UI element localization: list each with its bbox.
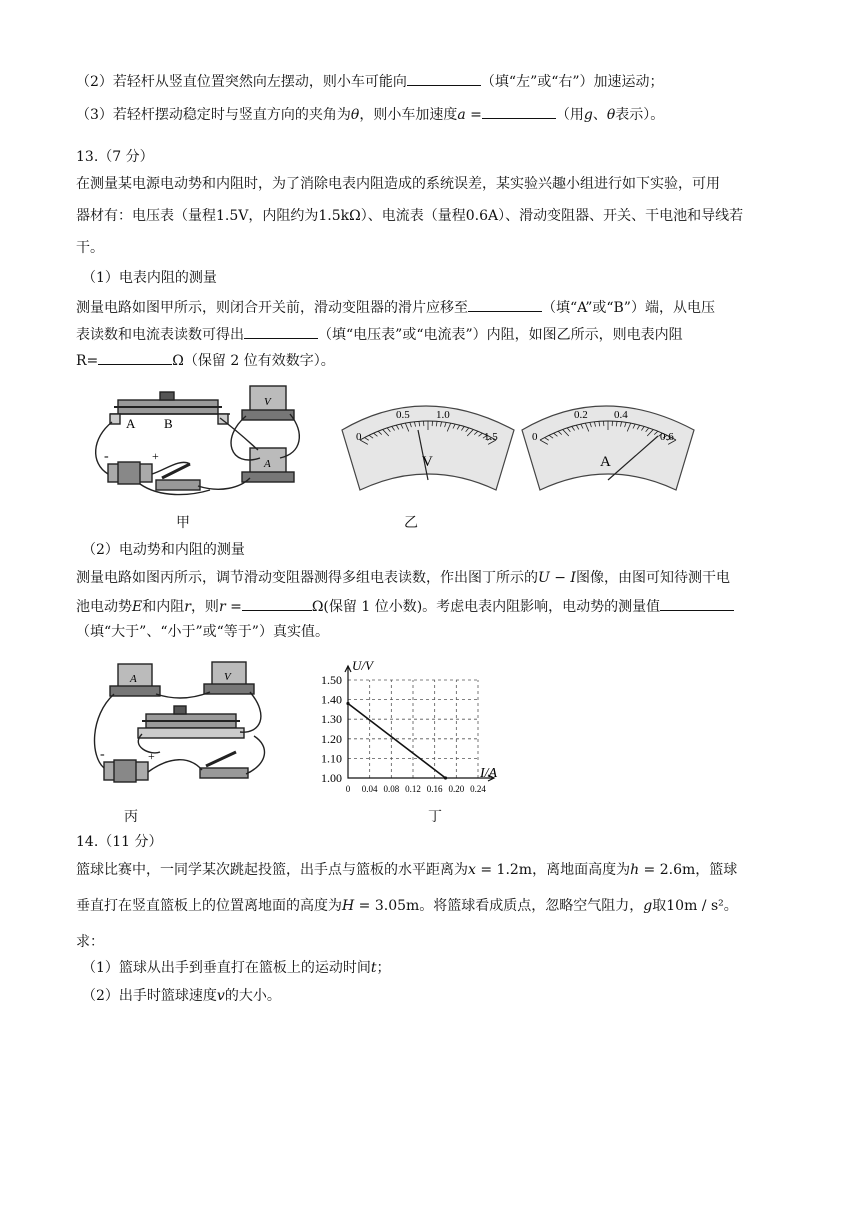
chart-series: [346, 702, 447, 780]
chart-y-tick-label: 1.00: [321, 771, 342, 785]
chart-axes: [345, 666, 494, 781]
svg-text:A: A: [600, 454, 611, 470]
q13-sub1-title: （1）电表内阻的测量: [82, 270, 217, 286]
svg-text:B: B: [164, 416, 173, 431]
q13-sub2-line: 池电动势E和内阻r，则r = Ω(保留 1 位小数)。考虑电表内阻影响，电动势的测量值: [76, 596, 734, 617]
chart-data-point: [444, 776, 447, 779]
svg-text:0.5: 0.5: [396, 409, 410, 421]
svg-text:A: A: [126, 416, 136, 431]
svg-text:-: -: [104, 449, 109, 464]
svg-text:0.2: 0.2: [574, 409, 588, 421]
chart-x-tick-label: 0: [345, 784, 351, 794]
chart-y-tick-label: 1.30: [321, 712, 342, 727]
q14-ask: 求：: [76, 934, 104, 950]
chart-y-tick-label: 1.50: [321, 673, 342, 687]
q14-part2: （2）出手时篮球速度v的大小。: [82, 988, 281, 1004]
answer-blank[interactable]: [244, 324, 318, 339]
chart-x-axis-label: I/A: [480, 766, 498, 781]
q14-header: 14.（11 分）: [76, 834, 163, 850]
answer-blank[interactable]: [482, 104, 556, 119]
q14-part1: （1）篮球从出手到垂直打在篮板上的运动时间t；: [82, 960, 391, 976]
q13-sub1-line: 测量电路如图甲所示，则闭合开关前，滑动变阻器的滑片应移至 （填“A”或“B”）端，从电压: [76, 297, 715, 318]
ui-graph-ding: [300, 656, 520, 802]
svg-text:0: 0: [532, 431, 538, 443]
answer-blank[interactable]: [98, 350, 172, 365]
q13-sub2-title: （2）电动势和内阻的测量: [82, 542, 245, 558]
chart-grid: [348, 680, 478, 778]
chart-x-tick-label: 0.04: [361, 784, 378, 794]
figure-caption-yi: 乙: [404, 515, 418, 531]
svg-text:A: A: [130, 673, 137, 685]
answer-blank[interactable]: [407, 71, 481, 86]
chart-x-tick-labels: [346, 784, 487, 794]
q13-intro: 器材有：电压表（量程1.5V，内阻约为1.5kΩ）、电流表（量程0.6A）、滑动变阻器、开关、干电池和导线若: [76, 208, 744, 224]
chart-x-tick-label: 0.24: [470, 784, 486, 794]
figure-caption-bing: 丙: [124, 809, 138, 825]
q13-sub1-line: R= Ω（保留 2 位有效数字）。: [76, 350, 335, 371]
chart-y-axis-label: U/V: [352, 658, 373, 673]
q12-part2: （2）若轻杆从竖直位置突然向左摆动，则小车可能向 （填“左”或“右”）加速运动；: [76, 71, 664, 92]
chart-x-tick-label: 0.20: [448, 784, 465, 794]
answer-blank[interactable]: [468, 297, 542, 312]
chart-y-tick-label: 1.40: [321, 692, 342, 707]
svg-text:V: V: [264, 396, 271, 408]
chart-x-tick-label: 0.08: [383, 784, 400, 794]
q13-sub1-line: 表读数和电流表读数可得出 （填“电压表”或“电流表”）内阻，如图乙所示，则电表内阻: [76, 324, 683, 345]
chart-y-tick-labels: [321, 673, 342, 785]
answer-blank[interactable]: [242, 596, 312, 611]
circuit-diagram-bing: [90, 656, 280, 796]
chart-series-line: [348, 704, 446, 778]
chart-x-tick-label: 0.12: [405, 784, 421, 794]
meter-faces-yi: [338, 388, 698, 492]
svg-text:+: +: [152, 449, 159, 463]
chart-y-tick-label: 1.20: [321, 731, 342, 746]
q14-stem: 垂直打在竖直篮板上的位置离地面的高度为H = 3.05m。将篮球看成质点，忽略空气阻力，g取10m / s²。: [76, 898, 738, 914]
chart-y-tick-label: 1.10: [321, 751, 342, 766]
q13-header: 13.（7 分）: [76, 149, 154, 165]
chart-x-tick-label: 0.16: [426, 784, 443, 794]
figure-caption-ding: 丁: [428, 809, 442, 825]
svg-text:0.6: 0.6: [660, 431, 674, 443]
svg-text:1.0: 1.0: [436, 409, 450, 421]
svg-text:0: 0: [356, 431, 362, 443]
svg-text:V: V: [224, 671, 231, 683]
chart-data-point: [346, 702, 349, 705]
q12-part3: （3）若轻杆摆动稳定时与竖直方向的夹角为θ，则小车加速度a = （用g、θ表示）。: [76, 104, 664, 125]
circuit-diagram-jia: [90, 378, 310, 503]
q13-intro: 干。: [76, 240, 104, 256]
svg-text:A: A: [264, 458, 271, 470]
svg-text:1.5: 1.5: [484, 431, 498, 443]
q13-intro: 在测量某电源电动势和内阻时，为了消除电表内阻造成的系统误差，某实验兴趣小组进行如下实验，可用: [76, 176, 720, 192]
svg-text:-: -: [100, 747, 105, 762]
svg-text:0.4: 0.4: [614, 409, 628, 421]
q13-sub2-line: （填“大于”、“小于”或“等于”）真实值。: [76, 624, 329, 640]
svg-text:V: V: [422, 454, 433, 470]
q14-stem: 篮球比赛中，一同学某次跳起投篮，出手点与篮板的水平距离为x = 1.2m，离地面高度为h = 2.6m，篮球: [76, 862, 738, 878]
answer-blank[interactable]: [660, 596, 734, 611]
q13-sub2-line: 测量电路如图丙所示，调节滑动变阻器测得多组电表读数，作出图丁所示的U − I图像，由图可知待测干电: [76, 570, 730, 586]
svg-text:+: +: [148, 749, 155, 763]
figure-caption-jia: 甲: [176, 515, 190, 531]
